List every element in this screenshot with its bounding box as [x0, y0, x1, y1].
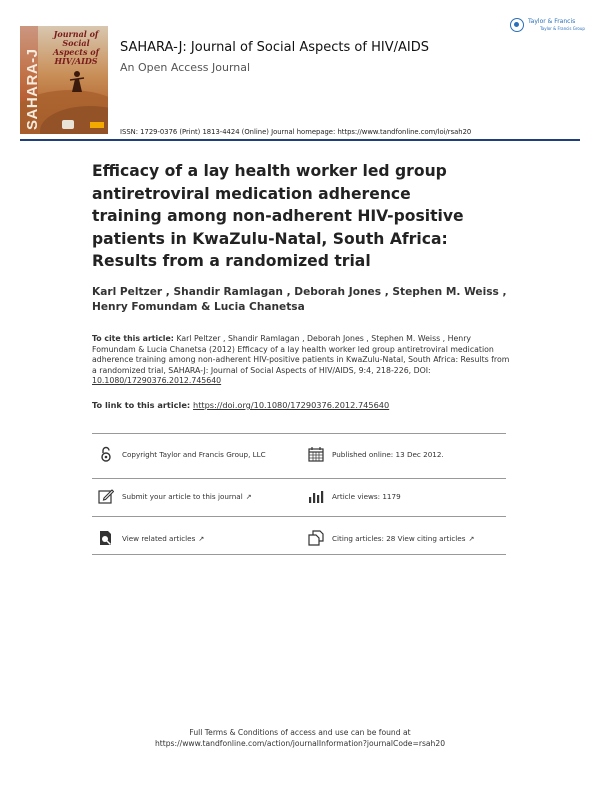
logo-name: Taylor & Francis [528, 18, 576, 25]
citing-articles-text: Citing articles: 28 View citing articles [332, 534, 466, 543]
citation-label: To cite this article: [92, 334, 174, 343]
journal-homepage-link[interactable]: https://www.tandfonline.com/loi/rsah20 [337, 128, 472, 136]
taylor-francis-logo-icon [510, 18, 524, 32]
info-divider [92, 554, 506, 555]
related-articles-text: View related articles [122, 534, 196, 543]
cover-spine-text: SAHARA-J [24, 48, 41, 130]
citation-block [92, 334, 512, 387]
terms-footer-link[interactable]: https://www.tandfonline.com/action/journalInformation?journalCode=rsah20 [154, 739, 446, 748]
article-authors: Karl Peltzer , Shandir Ramlagan , Deborah Jones , Stephen M. Weiss , Henry Fomundam & Lucia Chanetsa [92, 286, 507, 313]
cover-figure-icon [68, 70, 86, 92]
document-search-icon [98, 530, 114, 546]
logo-tagline: Taylor & Francis Group [540, 26, 585, 31]
issn-line [120, 128, 471, 136]
article-views-info [308, 488, 508, 510]
cover-title: Journal of Social Aspects of HIV/AIDS [52, 29, 100, 66]
header-divider [20, 139, 580, 141]
terms-footer [0, 727, 600, 749]
terms-footer-line: Full Terms & Conditions of access and use can be found at [189, 728, 411, 737]
citation-text: Karl Peltzer , Shandir Ramlagan , Deborah Jones , Stephen M. Weiss , Henry Fomundam & Lucia Chanetsa (2012) Efficacy of a lay health worker led group antiretroviral medication adherence training among non-adherent HIV-positive patients in KwaZulu-Natal, South Africa: Results from a randomized trial, SAHARA-J: Journal of Social Aspects of HIV/AIDS, 9:4, 218-226, DOI: [92, 334, 510, 375]
article-link-line [92, 400, 512, 410]
external-link-icon: ↗ [468, 535, 475, 543]
related-articles-link[interactable] [98, 530, 298, 552]
submit-article-link[interactable] [98, 488, 298, 510]
citing-articles-link[interactable] [308, 530, 508, 552]
open-access-lock-icon [98, 446, 114, 462]
edit-icon [98, 488, 114, 504]
article-link-label: To link to this article: [92, 400, 193, 410]
info-divider [92, 433, 506, 434]
journal-subtitle: An Open Access Journal [120, 61, 251, 74]
article-title: Efficacy of a lay health worker led group antiretroviral medication adherence training among non-adherent HIV-positive patients in KwaZulu-Natal, South Africa: Results from a randomized trial [92, 162, 464, 270]
issn-text: ISSN: 1729-0376 (Print) 1813-4424 (Online) Journal homepage: [120, 128, 338, 136]
journal-name: SAHARA-J: Journal of Social Aspects of HIV/AIDS [120, 40, 429, 55]
copy-icon [308, 530, 324, 546]
external-link-icon: ↗ [198, 535, 205, 543]
published-info [308, 446, 508, 468]
citation-doi-link[interactable]: 10.1080/17290376.2012.745640 [92, 376, 222, 386]
article-doi-link[interactable]: https://doi.org/10.1080/17290376.2012.745640 [193, 400, 390, 410]
submit-article-text: Submit your article to this journal [122, 492, 243, 501]
calendar-icon [308, 446, 324, 462]
copyright-info [98, 446, 288, 468]
taylor-francis-logo[interactable] [510, 17, 586, 37]
article-views-text: Article views: 1179 [332, 492, 401, 501]
cover-publisher-mark [62, 120, 74, 129]
cover-logo-strip [90, 122, 104, 128]
info-divider [92, 516, 506, 517]
info-divider [92, 478, 506, 479]
copyright-text: Copyright Taylor and Francis Group, LLC [122, 450, 266, 459]
published-text: Published online: 13 Dec 2012. [332, 450, 444, 459]
external-link-icon: ↗ [245, 493, 252, 501]
journal-cover-image [20, 26, 108, 134]
bar-chart-icon [308, 488, 324, 504]
